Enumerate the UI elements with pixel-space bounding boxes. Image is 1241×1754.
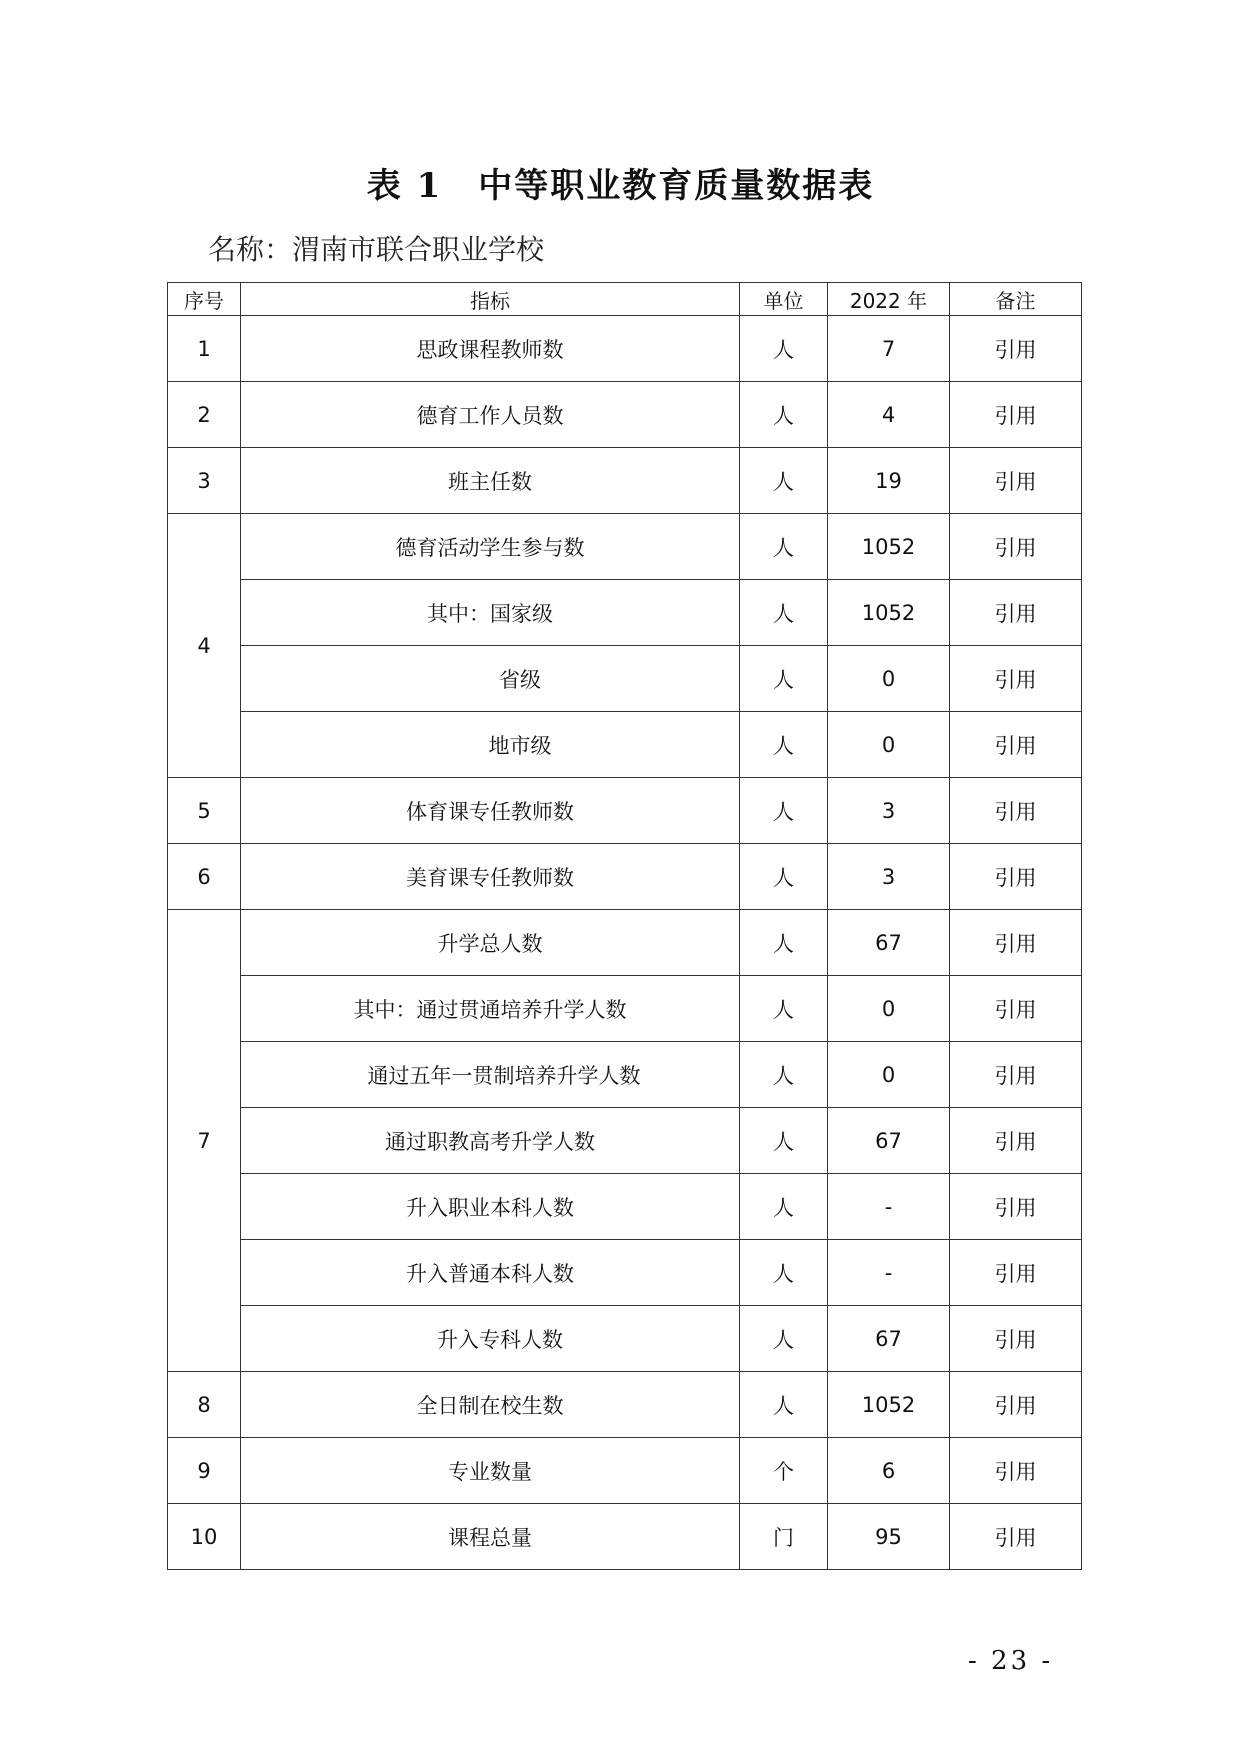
note-cell: 引用	[950, 1108, 1082, 1174]
note-cell: 引用	[950, 1174, 1082, 1240]
table-row	[168, 778, 1082, 844]
value-cell: 1052	[828, 514, 950, 580]
unit-cell: 人	[740, 1240, 828, 1306]
unit-cell: 门	[740, 1504, 828, 1570]
value-cell: 0	[828, 1042, 950, 1108]
unit-cell: 人	[740, 1042, 828, 1108]
table-row	[168, 646, 1082, 712]
note-cell: 引用	[950, 1504, 1082, 1570]
note-cell: 引用	[950, 382, 1082, 448]
quality-data-table	[167, 282, 1082, 1570]
school-name: 名称：渭南市联合职业学校	[208, 233, 545, 266]
value-cell: 19	[828, 448, 950, 514]
indicator-cell: 升入普通本科人数	[241, 1240, 740, 1306]
note-cell: 引用	[950, 910, 1082, 976]
value-cell: 4	[828, 382, 950, 448]
seq-cell: 2	[168, 382, 241, 448]
note-cell: 引用	[950, 844, 1082, 910]
indicator-cell: 德育工作人员数	[241, 382, 740, 448]
indicator-cell: 通过职教高考升学人数	[241, 1108, 740, 1174]
value-cell: 67	[828, 1306, 950, 1372]
table-row	[168, 910, 1082, 976]
indicator-cell: 班主任数	[241, 448, 740, 514]
seq-cell: 7	[168, 910, 241, 1372]
note-cell: 引用	[950, 646, 1082, 712]
indicator-cell: 地市级	[241, 712, 740, 778]
value-cell: -	[828, 1174, 950, 1240]
header-year: 2022 年	[828, 283, 950, 316]
table-row	[168, 1504, 1082, 1570]
table-row	[168, 712, 1082, 778]
unit-cell: 人	[740, 514, 828, 580]
value-cell: 1052	[828, 580, 950, 646]
value-cell: 67	[828, 1108, 950, 1174]
value-cell: 0	[828, 976, 950, 1042]
page-number: - 23 -	[968, 1646, 1054, 1676]
value-cell: -	[828, 1240, 950, 1306]
table-body	[168, 316, 1082, 1570]
value-cell: 6	[828, 1438, 950, 1504]
value-cell: 67	[828, 910, 950, 976]
value-cell: 95	[828, 1504, 950, 1570]
table-row	[168, 1174, 1082, 1240]
unit-cell: 人	[740, 646, 828, 712]
note-cell: 引用	[950, 1240, 1082, 1306]
unit-cell: 人	[740, 712, 828, 778]
note-cell: 引用	[950, 580, 1082, 646]
unit-cell: 人	[740, 448, 828, 514]
value-cell: 0	[828, 712, 950, 778]
table-row	[168, 1042, 1082, 1108]
indicator-cell: 思政课程教师数	[241, 316, 740, 382]
indicator-cell: 德育活动学生参与数	[241, 514, 740, 580]
seq-cell: 6	[168, 844, 241, 910]
header-unit: 单位	[740, 283, 828, 316]
page-title: 表 1 中等职业教育质量数据表	[366, 166, 875, 206]
indicator-cell: 省级	[241, 646, 740, 712]
table-row	[168, 844, 1082, 910]
unit-cell: 人	[740, 976, 828, 1042]
indicator-cell: 体育课专任教师数	[241, 778, 740, 844]
note-cell: 引用	[950, 316, 1082, 382]
seq-cell: 1	[168, 316, 241, 382]
value-cell: 3	[828, 844, 950, 910]
seq-cell: 9	[168, 1438, 241, 1504]
seq-cell: 5	[168, 778, 241, 844]
unit-cell: 人	[740, 778, 828, 844]
unit-cell: 个	[740, 1438, 828, 1504]
table-row	[168, 448, 1082, 514]
unit-cell: 人	[740, 316, 828, 382]
unit-cell: 人	[740, 910, 828, 976]
note-cell: 引用	[950, 1306, 1082, 1372]
note-cell: 引用	[950, 1042, 1082, 1108]
note-cell: 引用	[950, 1438, 1082, 1504]
value-cell: 1052	[828, 1372, 950, 1438]
note-cell: 引用	[950, 778, 1082, 844]
seq-cell: 3	[168, 448, 241, 514]
table-row	[168, 1108, 1082, 1174]
indicator-cell: 全日制在校生数	[241, 1372, 740, 1438]
table-row	[168, 1438, 1082, 1504]
header-note: 备注	[950, 283, 1082, 316]
table-header-row	[168, 283, 1082, 316]
indicator-cell: 升入职业本科人数	[241, 1174, 740, 1240]
note-cell: 引用	[950, 448, 1082, 514]
table-row	[168, 1306, 1082, 1372]
indicator-cell: 其中：国家级	[241, 580, 740, 646]
note-cell: 引用	[950, 712, 1082, 778]
unit-cell: 人	[740, 844, 828, 910]
unit-cell: 人	[740, 580, 828, 646]
seq-cell: 4	[168, 514, 241, 778]
table-row	[168, 1372, 1082, 1438]
table-row	[168, 976, 1082, 1042]
indicator-cell: 升学总人数	[241, 910, 740, 976]
unit-cell: 人	[740, 1372, 828, 1438]
indicator-cell: 通过五年一贯制培养升学人数	[241, 1042, 740, 1108]
note-cell: 引用	[950, 976, 1082, 1042]
table-row	[168, 382, 1082, 448]
unit-cell: 人	[740, 1306, 828, 1372]
indicator-cell: 升入专科人数	[241, 1306, 740, 1372]
unit-cell: 人	[740, 382, 828, 448]
table-row	[168, 1240, 1082, 1306]
header-indicator: 指标	[241, 283, 740, 316]
unit-cell: 人	[740, 1174, 828, 1240]
indicator-cell: 课程总量	[241, 1504, 740, 1570]
unit-cell: 人	[740, 1108, 828, 1174]
indicator-cell: 其中：通过贯通培养升学人数	[241, 976, 740, 1042]
seq-cell: 10	[168, 1504, 241, 1570]
indicator-cell: 美育课专任教师数	[241, 844, 740, 910]
value-cell: 7	[828, 316, 950, 382]
seq-cell: 8	[168, 1372, 241, 1438]
value-cell: 0	[828, 646, 950, 712]
table-row	[168, 514, 1082, 580]
header-seq: 序号	[168, 283, 241, 316]
table-row	[168, 316, 1082, 382]
note-cell: 引用	[950, 514, 1082, 580]
table-row	[168, 580, 1082, 646]
indicator-cell: 专业数量	[241, 1438, 740, 1504]
value-cell: 3	[828, 778, 950, 844]
note-cell: 引用	[950, 1372, 1082, 1438]
